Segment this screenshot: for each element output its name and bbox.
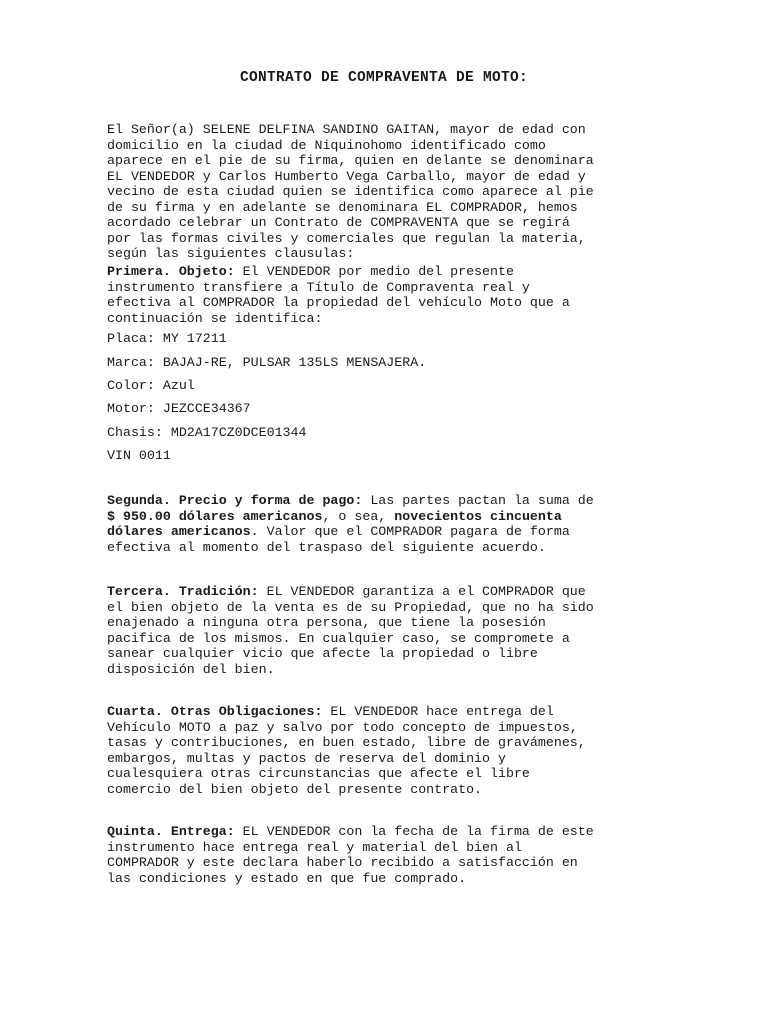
clause-line <box>107 704 667 720</box>
clause-text: El VENDEDOR por medio del presente <box>234 264 514 279</box>
clause-heading: Segunda. Precio y forma de pago: <box>107 493 363 508</box>
clause-text: , o sea, <box>322 508 395 524</box>
clause-line: pacifica de los mismos. En cualquier caso, se compromete a <box>107 630 570 646</box>
clause-cuarta <box>107 704 667 797</box>
vehicle-motor: Motor: JEZCCE34367 <box>107 401 251 416</box>
clause-line: continuación se identifica: <box>107 310 323 326</box>
clause-line <box>107 824 667 840</box>
clause-line <box>107 524 667 540</box>
clause-segunda <box>107 493 667 555</box>
clause-line: tasas y contribuciones, en buen estado, libre de gravámenes, <box>107 735 586 750</box>
clause-text: EL VENDEDOR con la fecha de la firma de este <box>234 824 594 839</box>
intro-line: según las siguientes clausulas: <box>107 246 355 261</box>
clause-line: comercio del bien objeto del presente contrato. <box>107 781 483 797</box>
price-words: novecientos cincuenta <box>394 508 562 524</box>
document-title: CONTRATO DE COMPRAVENTA DE MOTO: <box>239 70 529 86</box>
clause-text: . Valor que el COMPRADOR pagara de forma <box>250 524 570 539</box>
intro-line: de su firma y en adelante se denominara EL COMPRADOR, hemos <box>107 199 578 215</box>
clause-line: efectiva al momento del traspaso del siguiente acuerdo. <box>107 539 546 555</box>
vehicle-chasis: Chasis: MD2A17CZ0DCE01344 <box>107 425 307 440</box>
clause-text: Las partes pactan la suma de <box>362 493 594 508</box>
clause-heading: Primera. Objeto: <box>107 264 235 279</box>
vehicle-marca: Marca: BAJAJ-RE, PULSAR 135LS MENSAJERA. <box>107 355 427 370</box>
clause-line: COMPRADOR y este declara haberlo recibido a satisfacción en <box>107 855 578 870</box>
intro-line: por las formas civiles y comerciales que regulan la materia, <box>107 230 586 246</box>
clause-primera <box>107 264 667 326</box>
vehicle-placa: Placa: MY 17211 <box>107 331 227 346</box>
clause-line: sanear cualquier vicio que afecte la propiedad o libre <box>107 646 538 661</box>
clause-heading: Cuarta. Otras Obligaciones: <box>107 704 323 719</box>
vehicle-vin: VIN 0011 <box>107 448 171 463</box>
clause-line: instrumento transfiere a Título de Compraventa real y <box>107 279 530 295</box>
price-amount: $ 950.00 dólares americanos <box>107 508 323 524</box>
clause-line <box>107 264 667 280</box>
clause-line <box>107 584 667 600</box>
clause-line: las condiciones y estado en que fue comprado. <box>107 870 467 886</box>
intro-line: El Señor(a) SELENE DELFINA SANDINO GAITAN, mayor de edad con <box>107 122 586 137</box>
clause-quinta <box>107 824 667 886</box>
clause-tercera <box>107 584 667 677</box>
price-currency: dólares americanos <box>107 524 251 539</box>
clause-line: Vehículo MOTO a paz y salvo por todo concepto de impuestos, <box>107 719 578 735</box>
clause-line: cualesquiera otras circunstancias que afecte el libre <box>107 766 530 781</box>
intro-line: domicilio en la ciudad de Niquinohomo identificado como <box>107 137 546 153</box>
clause-line: enajenado a ninguna otra persona, que tiene la posesión <box>107 615 546 630</box>
intro-paragraph <box>107 122 667 262</box>
clause-text: EL VENDEDOR hace entrega del <box>322 704 554 719</box>
intro-line: acordado celebrar un Contrato de COMPRAVENTA que se regirá <box>107 215 570 230</box>
clause-line <box>107 509 667 525</box>
clause-line: el bien objeto de la venta es de su Propiedad, que no ha sido <box>107 599 594 615</box>
vehicle-color: Color: Azul <box>107 378 195 393</box>
clause-heading: Tercera. Tradición: <box>107 584 259 599</box>
clause-line <box>107 493 667 509</box>
clause-text: EL VENDEDOR garantiza a el COMPRADOR que <box>258 584 586 599</box>
clause-line: embargos, multas y pactos de reserva del dominio y <box>107 750 506 766</box>
intro-line: EL VENDEDOR y Carlos Humberto Vega Carballo, mayor de edad y <box>107 168 586 184</box>
clause-line: disposición del bien. <box>107 661 275 677</box>
intro-line: aparece en el pie de su firma, quien en delante se denominara <box>107 153 594 168</box>
clause-heading: Quinta. Entrega: <box>107 824 235 839</box>
intro-line: vecino de esta ciudad quien se identifica como aparece al pie <box>107 184 594 199</box>
clause-line: efectiva al COMPRADOR la propiedad del vehículo Moto que a <box>107 295 570 310</box>
clause-line: instrumento hace entrega real y material del bien al <box>107 839 522 855</box>
